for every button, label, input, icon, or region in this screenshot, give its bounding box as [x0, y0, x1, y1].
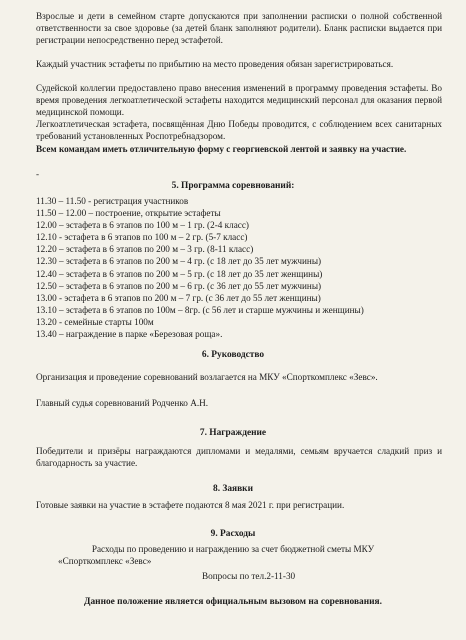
awards-paragraph: Победители и призёры награждаются дипломами и медалями, семьям вручается сладкий приз и благодарность за участие.: [36, 446, 442, 469]
expenses-line-2: «Спорткомплекс «Зевс»: [58, 556, 152, 566]
applications-paragraph: Готовые заявки на участие в эстафете подаются 8 мая 2021 г. при регистрации.: [36, 500, 345, 510]
schedule-item: 12.20 – эстафета в 6 этапов по 200 м – 3 гр. (8-11 класс): [36, 244, 254, 255]
expenses-heading: 9. Расходы: [210, 529, 256, 539]
expenses-line-1: Расходы по проведению и награждению за счет бюджетной сметы МКУ: [91, 544, 375, 554]
intro-paragraph-uniform: Всем командам иметь отличительную форму с георгиевской лентой и заявку на участие.: [36, 144, 407, 154]
schedule-item: 12.30 – эстафета в 6 этапов по 200 м – 4 гр. (с 18 лет до 35 лет мужчины): [36, 256, 322, 267]
intro-dash: -: [36, 169, 40, 179]
schedule-item: 13.10 – эстафета в 6 этапов по 100м – 8гр. (с 56 лет и старше мужчины и женщины): [36, 304, 364, 315]
schedule-item: 12.10 - эстафета в 6 этапов по 100 м – 2 гр. (5-7 класс): [36, 232, 248, 243]
schedule-item: 11.30 – 11.50 - регистрация участников: [36, 196, 189, 206]
leadership-chief-judge: Главный судья соревнований Родченко А.Н.: [36, 398, 209, 408]
program-heading: 5. Программа соревнований:: [171, 181, 295, 191]
program-schedule: [36, 195, 442, 340]
schedule-item: 13.00 - эстафета в 6 этапов по 200 м – 7 гр. (с 36 лет до 55 лет женщины): [36, 292, 321, 303]
closing-statement: Данное положение является официальным вызовом на соревнования.: [84, 597, 382, 607]
expenses-phone: Вопросы по тел.2-11-30: [202, 571, 296, 581]
applications-heading: 8. Заявки: [213, 484, 253, 494]
schedule-item: 11.50 – 12.00 – построение, открытие эстафеты: [36, 208, 221, 219]
awards-heading: 7. Награждение: [199, 428, 267, 438]
intro-paragraph-judges: Судейской коллегии предоставлено право внесения изменений в программу проведения эстафеты. Во время проведения легкоатлетической эстафеты находится медицинский персонал для оказания первой медицинской помощи.: [36, 83, 442, 118]
intro-paragraph-registration: Каждый участник эстафеты по прибытию на место проведения обязан зарегистрироваться.: [36, 59, 394, 69]
leadership-heading: 6. Руководство: [201, 350, 265, 360]
intro-paragraph-receipt: Взрослые и дети в семейном старте допускаются при заполнении расписки о полной собственной ответственности за свое здоровье (за детей бланк заполняют родители). Бланк расписки выдается при регистрации непосредственно перед эстафетой.: [36, 11, 442, 46]
schedule-item: 12.00 – эстафета в 6 этапов по 100 м – 1 гр. (2-4 класс): [36, 220, 249, 231]
schedule-item: 13.20 - семейные старты 100м: [36, 316, 154, 327]
schedule-item: 13.40 – награждение в парке «Березовая роща».: [36, 329, 223, 340]
leadership-organization: Организация и проведение соревнований возлагается на МКУ «Спорткомплекс «Зевс».: [36, 372, 378, 382]
schedule-item: 12.40 – эстафета в 6 этапов по 200 м – 5 гр. (с 18 лет до 35 лет женщины): [36, 268, 323, 279]
schedule-item: 12.50 – эстафета в 6 этапов по 200 м – 6 гр. (с 36 лет до 55 лет мужчины): [36, 280, 322, 291]
intro-paragraph-sanitary: Легкоатлетическая эстафета, посвящённая Дню Победы проводится, с соблюдением всех санитарных требований установленных Роспотребнадзором.: [36, 119, 442, 142]
